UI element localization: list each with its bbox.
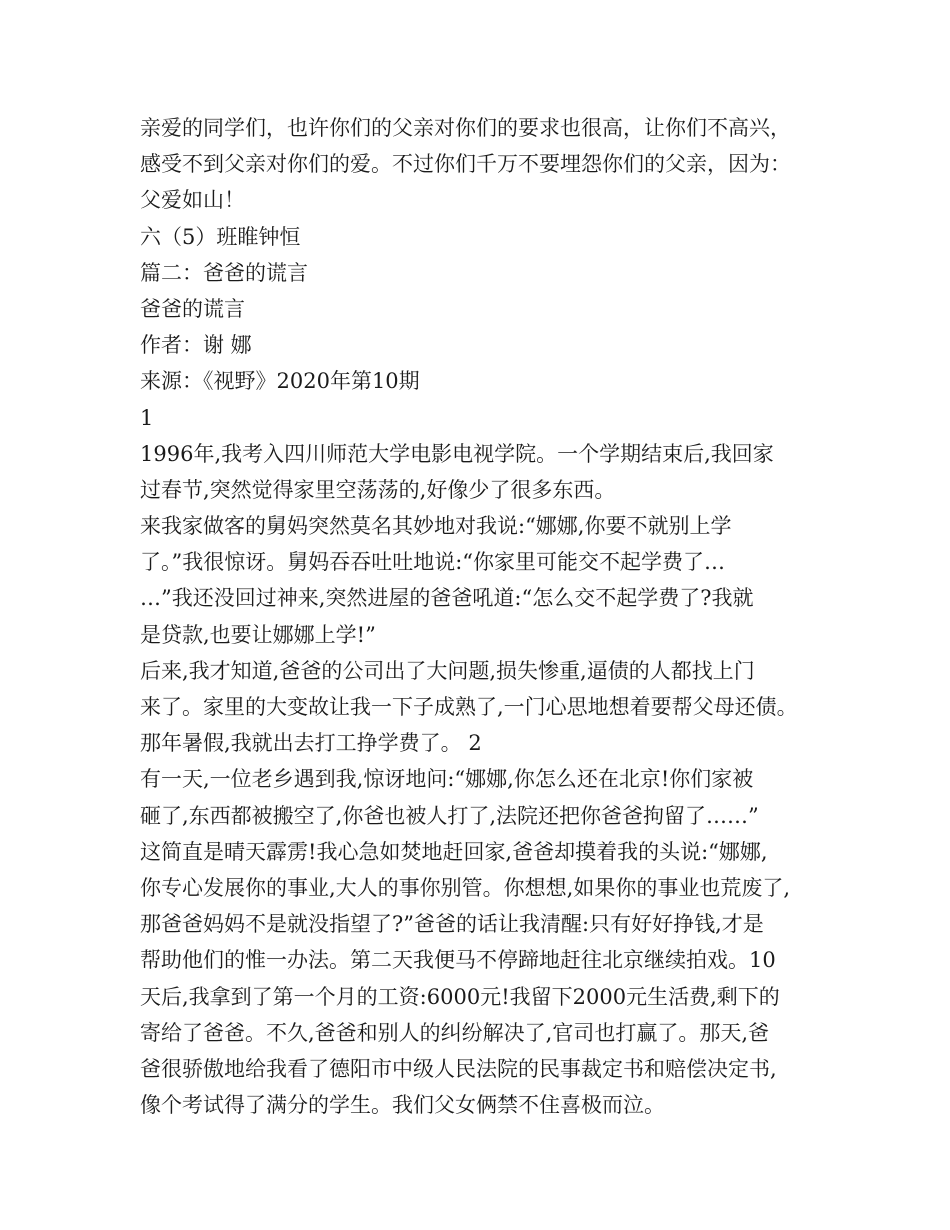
text-line: 来了。家里的大变故让我一下子成熟了,一门心思地想着要帮父母还债。 — [140, 695, 798, 719]
text-line: 有一天,一位老乡遇到我,惊讶地问:“娜娜,你怎么还在北京!你们家被 — [140, 767, 754, 792]
document-body — [140, 110, 830, 1123]
article-title: 爸爸的谎言 — [140, 296, 245, 321]
text-line: 天后,我拿到了第一个月的工资:6000元!我留下2000元生活费,剩下的 — [140, 984, 780, 1009]
text-line: 是贷款,也要让娜娜上学!” — [140, 622, 376, 647]
text-line: 像个考试得了满分的学生。我们父女俩禁不住喜极而泣。 — [140, 1093, 665, 1118]
text-line: 那爸爸妈妈不是就没指望了?”爸爸的话让我清醒:只有好好挣钱,才是 — [140, 912, 764, 937]
article-source: 来源：《视野》2020年第10期 — [140, 369, 420, 394]
text-line: …”我还没回过神来,突然进屋的爸爸吼道:“怎么交不起学费了?我就 — [140, 586, 754, 611]
section-heading: 篇二：爸爸的谎言 — [140, 260, 308, 285]
text-line: 感受不到父亲对你们的爱。不过你们千万不要埋怨你们的父亲，因为： — [140, 152, 791, 177]
text-line: 父爱如山！ — [140, 188, 245, 213]
text-line: 爸很骄傲地给我看了德阳市中级人民法院的民事裁定书和赔偿决定书, — [140, 1056, 777, 1081]
text-line: 亲爱的同学们，也许你们的父亲对你们的要求也很高，让你们不高兴， — [140, 116, 791, 140]
text-line: 过春节,突然觉得家里空荡荡的,好像少了很多东西。 — [140, 477, 616, 502]
class-signature: 六（5）班睢钟恒 — [140, 224, 301, 249]
text-line: 砸了,东西都被搬空了,你爸也被人打了,法院还把你爸爸拘留了……” — [140, 803, 759, 828]
text-line: 那年暑假,我就出去打工挣学费了。 2 — [140, 731, 482, 756]
text-line: 1996年,我考入四川师范大学电影电视学院。一个学期结束后,我回家 — [140, 441, 774, 466]
text-line: 帮助他们的惟一办法。第二天我便马不停蹄地赶往北京继续拍戏。10 — [140, 948, 776, 973]
text-line: 这简直是晴天霹雳!我心急如焚地赶回家,爸爸却摸着我的头说:“娜娜, — [140, 839, 768, 864]
article-author: 作者：谢 娜 — [140, 333, 252, 358]
text-line: 你专心发展你的事业,大人的事你别管。你想想,如果你的事业也荒废了, — [140, 875, 791, 900]
text-line: 来我家做客的舅妈突然莫名其妙地对我说:“娜娜,你要不就别上学 — [140, 514, 732, 539]
text-line: 寄给了爸爸。不久,爸爸和别人的纠纷解决了,官司也打赢了。那天,爸 — [140, 1020, 770, 1045]
section-number: 1 — [140, 405, 154, 430]
text-line: 后来,我才知道,爸爸的公司出了大问题,损失惨重,逼债的人都找上门 — [140, 658, 755, 683]
text-line: 了。”我很惊讶。舅妈吞吞吐吐地说:“你家里可能交不起学费了… — [140, 550, 726, 575]
